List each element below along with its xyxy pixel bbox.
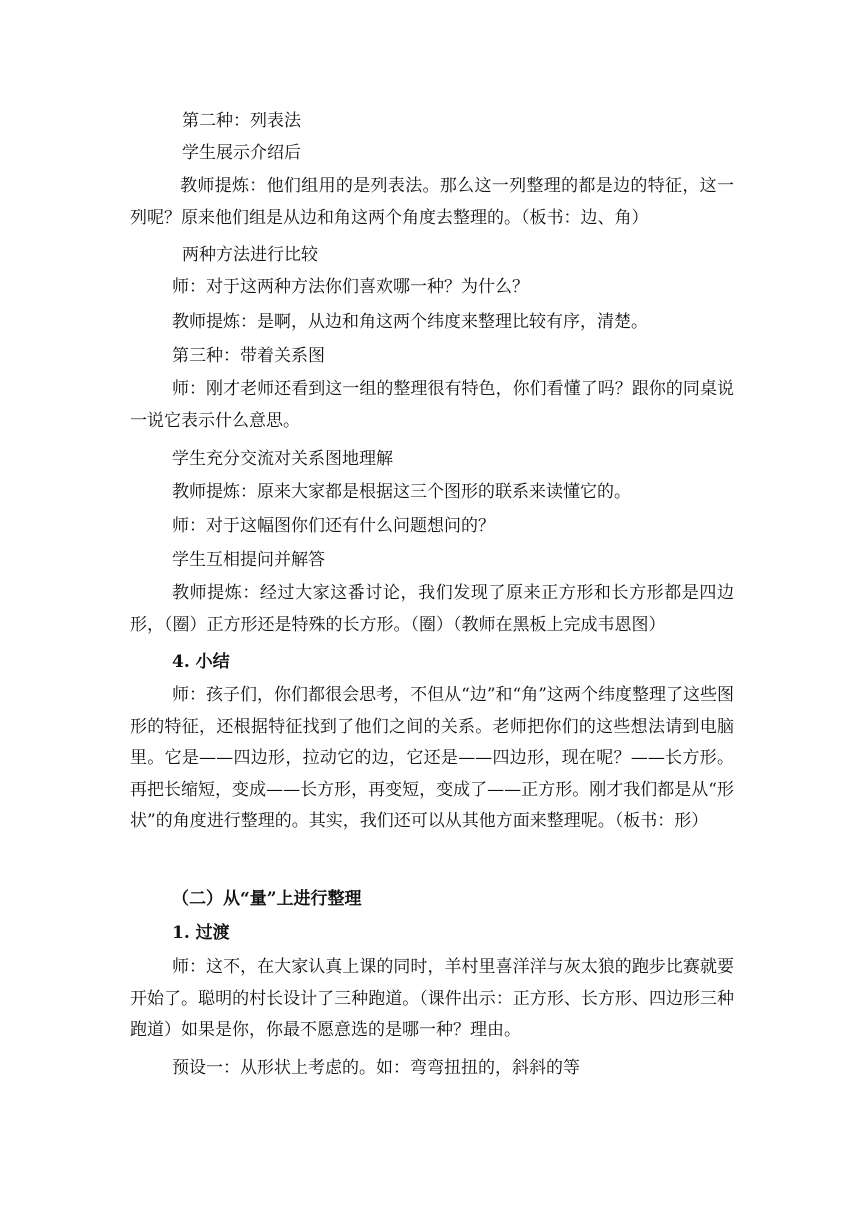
paragraph-teacher-conclusion: 教师提炼：经过大家这番讨论，我们发现了原来正方形和长方形都是四边形，（圈）正方形还是特殊的长方形。（圈）（教师在黑板上完成韦恩图）: [130, 583, 734, 635]
paragraph-teacher-venn: 教师提炼：原来大家都是根据这三个图形的联系来读懂它的。: [172, 482, 631, 502]
heading-summary: 4. 小结: [172, 652, 230, 672]
paragraph-summary: 师：孩子们，你们都很会思考，不但从“边”和“角”这两个纬度整理了这些图形的特征，还根据特征找到了他们之间的关系。老师把你们的这些想法请到电脑里。它是——四边形，拉动它的边，它还是——四边形，现在呢？——长方形。再把长缩短，变成——长方形，再变短，变成了——正方形。刚才我们都是从“形状”的角度进行整理的。其实，我们还可以从其他方面来整理呢。（板书：形）: [130, 685, 734, 831]
paragraph-student-answer: 学生互相提问并解答: [172, 550, 325, 570]
paragraph-student-present: 学生展示介绍后: [182, 143, 301, 163]
paragraph-teacher-question: 师：对于这两种方法你们喜欢哪一种？为什么？: [172, 277, 529, 297]
paragraph-race-track: 师：这不，在大家认真上课的同时，羊村里喜洋洋与灰太狼的跑步比赛就要开始了。聪明的村长设计了三种跑道。（课件出示：正方形、长方形、四边形三种跑道）如果是你，你最不愿意选的是哪一种？理由。: [130, 957, 734, 1040]
paragraph-teacher-table: 教师提炼：他们组用的是列表法。那么这一列整理的都是边的特征，这一列呢？原来他们组是从边和角这两个角度去整理的。（板书：边、角）: [130, 176, 734, 228]
paragraph-teacher-summary: 教师提炼：是啊，从边和角这两个纬度来整理比较有序，清楚。: [172, 312, 648, 332]
paragraph-compare: 两种方法进行比较: [182, 245, 318, 265]
paragraph-method-two: 第二种：列表法: [182, 111, 301, 131]
paragraph-teacher-ask: 师：对于这幅图你们还有什么问题想问的？: [172, 516, 495, 536]
paragraph-student-discuss: 学生充分交流对关系图地理解: [172, 449, 393, 469]
paragraph-preset-one: 预设一：从形状上考虑的。如：弯弯扭扭的，斜斜的等: [172, 1058, 580, 1078]
heading-quantity: （二）从“量”上进行整理: [172, 889, 362, 909]
paragraph-method-three: 第三种：带着关系图: [172, 346, 325, 366]
paragraph-relation-question: 师：刚才老师还看到这一组的整理很有特色，你们看懂了吗？跟你的同桌说一说它表示什么意思。: [130, 379, 734, 431]
heading-transition: 1. 过渡: [172, 923, 230, 943]
